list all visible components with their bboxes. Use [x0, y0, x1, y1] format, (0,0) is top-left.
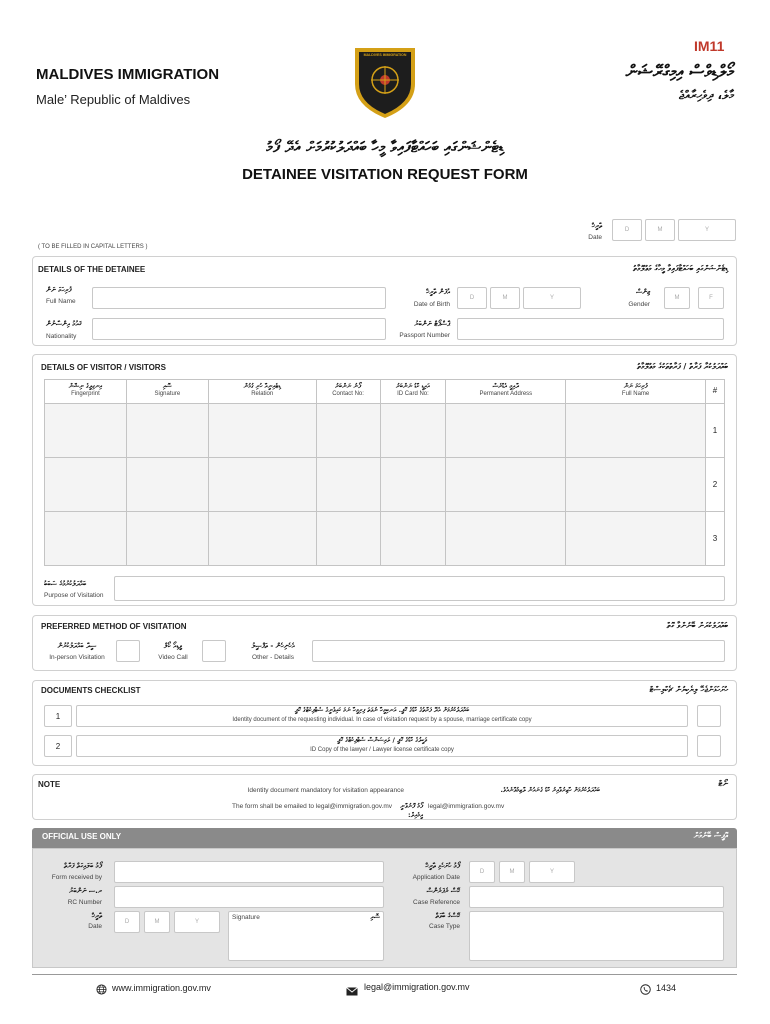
purpose-label-dhivehi: ބައްދަލުކުރުމުގެ ސަބަބު	[44, 580, 87, 588]
document-item-1-text: Identity document of the requesting individual. In case of visitation request by a spouse, marriage certificate copy	[232, 717, 532, 723]
id-card-cell[interactable]	[380, 458, 446, 512]
document-item-1-dhivehi: ބައްދަލުކުރުމަށް އެދޭ ފަރާތުގެ ކާޑުގެ ކޮޕީ. އަނބިމީހާ ނުވަތަ ފިރިމީހާ ނަމަ ކައިވެނީގެ ސެޓްފިކެޓްގެ ކޮޕީ	[294, 706, 470, 714]
capital-letters-note: ( TO BE FILLED IN CAPITAL LETTERS )	[38, 244, 148, 250]
document-item-2-dhivehi: ވަކީލުގެ ކާޑުގެ ކޮޕީ / ލައިސަންސް ސެޓްފިކެޓްގެ ކޮޕީ	[337, 736, 427, 744]
method-section-title-dhivehi: ބައްދަލުކުރަން ބޭނުންވާ ގޮތް	[666, 621, 728, 630]
official-use-bar	[32, 828, 737, 848]
note-email-link[interactable]: legal@immigration.gov.mv	[428, 803, 505, 810]
col-relation: ޑިޓެއިނީއާ ހުރި ގުޅުން Relation	[208, 380, 316, 404]
row-number: 1	[705, 404, 724, 458]
nationality-label-dhivehi: ޤައުމު އިންސާނުން	[46, 320, 82, 328]
passport-label-dhivehi: ޕާސްޕޯޓް ނަންބަރު	[414, 320, 450, 328]
relation-cell[interactable]	[208, 512, 316, 566]
nationality-label: Nationality	[46, 333, 77, 340]
col-fingerprint: އިނގިލީގެ ނިޝާން Fingerprint	[45, 380, 127, 404]
visitors-section-title: DETAILS OF VISITOR / VISITORS	[41, 363, 166, 372]
col-id-card: އައިޑީ ކާޑު ނަންބަރު ID Card No:	[380, 380, 446, 404]
fingerprint-cell[interactable]	[45, 404, 127, 458]
footer-phone[interactable]	[640, 982, 676, 993]
phone-text: 1434	[656, 982, 677, 993]
row-number: 3	[705, 512, 724, 566]
form-title: DETAINEE VISITATION REQUEST FORM	[242, 166, 528, 183]
note-line-2-dhivehi: ފޯމު ފޮނުވާނީ އީމެއިލް:	[400, 802, 423, 819]
contact-cell[interactable]	[316, 404, 380, 458]
relation-cell[interactable]	[208, 458, 316, 512]
note-section	[32, 774, 737, 820]
official-date-label: Date	[88, 923, 102, 930]
date-label: Date	[588, 234, 602, 241]
table-row	[45, 404, 725, 458]
footer-website[interactable]	[96, 982, 211, 993]
dob-label: Date of Birth	[413, 301, 450, 308]
nationality-field[interactable]	[92, 318, 386, 340]
org-name: MALDIVES IMMIGRATION	[36, 66, 220, 83]
official-date-day[interactable]: D	[114, 911, 140, 933]
received-by-label: Form received by	[51, 874, 102, 881]
signature-label: Signature	[232, 914, 260, 921]
envelope-icon	[346, 983, 358, 992]
table-row	[45, 512, 725, 566]
address-cell[interactable]	[446, 404, 566, 458]
phone-icon	[640, 982, 651, 993]
contact-cell[interactable]	[316, 512, 380, 566]
gender-female-field[interactable]: F	[698, 287, 724, 309]
relation-cell[interactable]	[208, 404, 316, 458]
application-date-year[interactable]: Y	[529, 861, 575, 883]
dob-month-field[interactable]: M	[490, 287, 520, 309]
case-type-field[interactable]	[469, 911, 724, 961]
logo-text: MALDIVES IMMIGRATION	[363, 53, 407, 57]
documents-section-title-dhivehi: ހުށަހަޅަންޖެހޭ ލިޔެކިޔުން ޗެކްލިސްޓް	[649, 685, 728, 694]
full-name-cell[interactable]	[566, 404, 706, 458]
detainee-section-title: DETAILS OF THE DETAINEE	[38, 265, 146, 274]
other-label: Other - Details	[252, 654, 294, 661]
col-full-name: ފުރިހަމަ ނަން Full Name	[566, 380, 706, 404]
inperson-label-dhivehi: ސީދާ ބައްދަލުކުރުން	[57, 642, 97, 650]
full-name-cell[interactable]	[566, 512, 706, 566]
other-label-dhivehi: އެހެނިހެން - ތަފްޞީލު	[251, 642, 295, 650]
application-date-month[interactable]: M	[499, 861, 525, 883]
col-number: #	[705, 380, 724, 404]
document-number-1: 1	[44, 705, 72, 727]
fingerprint-cell[interactable]	[45, 458, 127, 512]
form-code: IM11	[694, 38, 725, 54]
address-cell[interactable]	[446, 512, 566, 566]
footer-email[interactable]	[346, 982, 470, 992]
date-day-field[interactable]: D	[612, 219, 642, 241]
dob-year-field[interactable]: Y	[523, 287, 581, 309]
gender-male-field[interactable]: M	[664, 287, 690, 309]
case-type-label-dhivehi: ކޭސްގެ ބާވަތް	[435, 912, 460, 920]
note-title: NOTE	[38, 780, 61, 789]
signature-cell[interactable]	[126, 512, 208, 566]
email-text: legal@immigration.gov.mv	[364, 982, 470, 992]
date-month-field[interactable]: M	[645, 219, 675, 241]
signature-cell[interactable]	[126, 404, 208, 458]
case-reference-field[interactable]	[469, 886, 724, 908]
fingerprint-cell[interactable]	[45, 512, 127, 566]
official-date-month[interactable]: M	[144, 911, 170, 933]
official-use-title-dhivehi: އޮފީސް ބޭނުމަށް	[693, 831, 728, 840]
rc-number-label: RC Number	[67, 899, 102, 906]
received-by-field[interactable]	[114, 861, 384, 883]
document-checkbox-1[interactable]	[697, 705, 721, 727]
rc-number-field[interactable]	[114, 886, 384, 908]
org-location: Male’ Republic of Maldives	[36, 92, 191, 107]
official-date-year[interactable]: Y	[174, 911, 220, 933]
passport-label: Passport Number	[399, 332, 450, 339]
note-line-1-dhivehi: ބައްދަލުކުރުމަށް ހާޒިރުވާއިރު ކާޑު ގެނައުން ލާޒިމުވާނެއެވެ.	[500, 786, 600, 794]
id-card-cell[interactable]	[380, 404, 446, 458]
signature-label-dhivehi: ސޮއި	[370, 913, 380, 921]
org-name-dhivehi: މޯލްޑިވްސް އިމިގްރޭޝަން	[625, 62, 734, 82]
col-signature: ސޮއި Signature	[126, 380, 208, 404]
globe-icon	[96, 982, 107, 993]
full-name-field[interactable]	[92, 287, 386, 309]
col-contact: ފޯނު ނަންބަރު Contact No:	[316, 380, 380, 404]
visitors-table	[44, 379, 725, 566]
other-details-field[interactable]	[312, 640, 725, 662]
row-number: 2	[705, 458, 724, 512]
gender-label: Gender	[628, 301, 650, 308]
application-date-label-dhivehi: ފޯމު ހުށަހެޅި ތާރީޚް	[425, 862, 460, 870]
table-row	[45, 458, 725, 512]
note-line-1: Identity document mandatory for visitation appearance	[247, 787, 404, 794]
video-label: Video Call	[158, 654, 188, 661]
footer-divider	[32, 974, 737, 975]
received-by-label-dhivehi: ފޯމު ބަލައިގަތް ފަރާތް	[63, 862, 102, 870]
date-year-field[interactable]: Y	[678, 219, 736, 241]
inperson-label: In-person Visitation	[49, 654, 105, 661]
official-use-title: OFFICIAL USE ONLY	[42, 832, 122, 841]
visitors-table-header	[45, 380, 725, 404]
full-name-label-dhivehi: ފުރިހަމަ ނަން	[46, 286, 72, 294]
case-type-label: Case Type	[429, 923, 460, 930]
col-address: ދާއިމީ އެޑްރެސް Permanent Address	[446, 380, 566, 404]
case-reference-label: Case Reference	[413, 899, 460, 906]
document-item-2-text: ID Copy of the lawyer / Lawyer license certificate copy	[310, 747, 454, 753]
passport-field[interactable]	[457, 318, 724, 340]
full-name-label: Full Name	[46, 298, 76, 305]
case-reference-label-dhivehi: ކޭސް ރެފަރެންސް	[426, 887, 460, 895]
inperson-checkbox[interactable]	[116, 640, 140, 662]
note-title-dhivehi: ނޯޓް	[718, 779, 728, 788]
video-call-checkbox[interactable]	[202, 640, 226, 662]
signature-cell[interactable]	[126, 458, 208, 512]
purpose-label: Purpose of Visitation	[44, 592, 104, 599]
date-label-dhivehi: ތާރީޚް	[591, 222, 602, 230]
official-date-label-dhivehi: ތާރީޚް	[91, 912, 102, 920]
purpose-field[interactable]	[114, 576, 725, 601]
video-label-dhivehi: ވީޑިއޯ ކޯލް	[163, 642, 183, 650]
dob-label-dhivehi: އުފަން ތާރީޚް	[426, 288, 450, 296]
contact-cell[interactable]	[316, 458, 380, 512]
gender-label-dhivehi: ޖިންސް	[636, 288, 650, 296]
rc-number-label-dhivehi: ރ.ސ ނަންބަރު	[69, 887, 102, 895]
full-name-cell[interactable]	[566, 458, 706, 512]
org-location-dhivehi: މާލެ، ދިވެހިރާއްޖެ	[678, 88, 734, 102]
title-dhivehi: ޑިޓެންޝަންގައި ބަހައްޓާފައިވާ މީހާ ބައްދަލުކުރުމަށް އެދޭ ފޯމު	[266, 138, 504, 156]
detainee-section-title-dhivehi: ޑިޓެންޝަންގައި ބަހައްޓާފައިވާ މީހާގެ މަޢުލޫމާތު	[633, 264, 728, 273]
note-line-2: The form shall be emailed to legal@immigration.gov.mv	[231, 803, 392, 810]
website-text: www.immigration.gov.mv	[112, 982, 211, 993]
application-date-day[interactable]: D	[469, 861, 495, 883]
dob-day-field[interactable]: D	[457, 287, 487, 309]
documents-section-title: DOCUMENTS CHECKLIST	[41, 686, 141, 695]
id-card-cell[interactable]	[380, 512, 446, 566]
application-date-label: Application Date	[412, 874, 460, 881]
document-checkbox-2[interactable]	[697, 735, 721, 757]
visitors-section-title-dhivehi: ބައްދަލުކުރާ ފަރާތް / ފަރާތްތަކުގެ މަޢުލޫމާތު	[637, 362, 728, 371]
immigration-logo	[351, 44, 419, 120]
method-section-title: PREFERRED METHOD OF VISITATION	[41, 622, 187, 631]
address-cell[interactable]	[446, 458, 566, 512]
document-number-2: 2	[44, 735, 72, 757]
